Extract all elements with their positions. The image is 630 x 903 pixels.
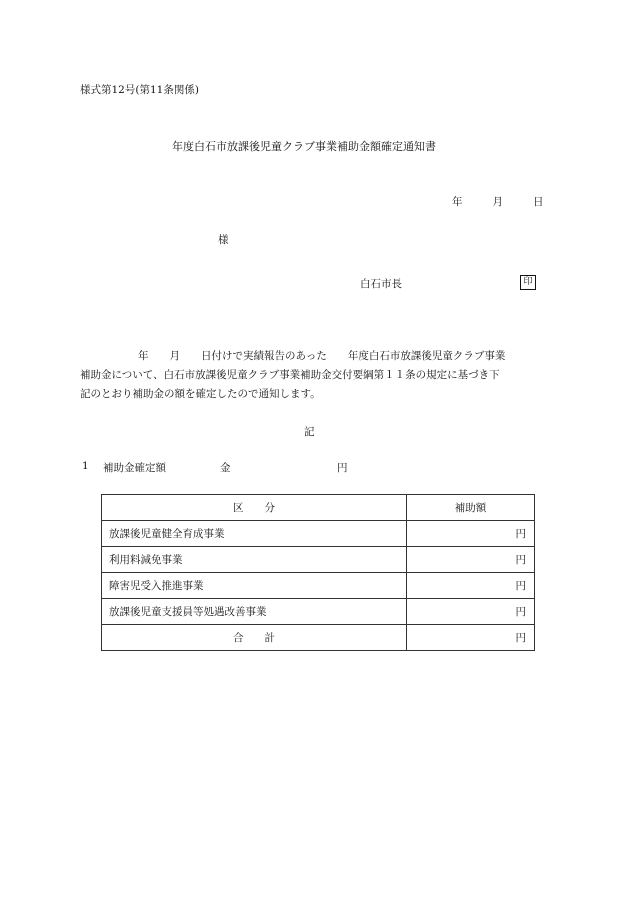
date-year: 年 <box>452 196 463 208</box>
table-total-row <box>102 625 535 651</box>
header-category: 区 分 <box>102 495 407 521</box>
table-row <box>102 521 535 547</box>
body-line-3: 記のとおり補助金の額を確定したので通知します。 <box>80 388 321 400</box>
body-line-2: 補助金について、白石市放課後児童クラブ事業補助金交付要綱第１１条の規定に基づき下 <box>80 369 500 381</box>
table-header-row <box>102 495 535 521</box>
row-category: 利用料減免事業 <box>102 547 407 573</box>
date-line <box>452 194 544 209</box>
row-amount-unit: 円 <box>407 573 535 599</box>
date-month: 月 <box>492 196 503 208</box>
row-amount-unit: 円 <box>407 599 535 625</box>
item-1-number: 1 <box>82 460 89 472</box>
subsidy-table <box>101 494 535 651</box>
table-row <box>102 599 535 625</box>
item-1-unit: 円 <box>337 462 348 474</box>
header-amount: 補助額 <box>407 495 535 521</box>
row-category: 放課後児童健全育成事業 <box>102 521 407 547</box>
body-line-1: 年 月 日付けで実績報告のあった 年度白石市放課後児童クラブ事業 <box>138 350 506 362</box>
issuer-name: 白石市長 <box>360 278 402 290</box>
item-1-prefix: 金 <box>220 462 231 474</box>
row-amount-unit: 円 <box>407 547 535 573</box>
total-amount-unit: 円 <box>407 625 535 651</box>
record-heading: 記 <box>304 426 315 438</box>
table-row <box>102 547 535 573</box>
table-row <box>102 573 535 599</box>
row-category: 放課後児童支援員等処遇改善事業 <box>102 599 407 625</box>
item-1-label: 補助金確定額 <box>103 462 166 474</box>
addressee-suffix: 様 <box>218 234 229 246</box>
document-title: 年度白石市放課後児童クラブ事業補助金額確定通知書 <box>172 140 436 153</box>
seal-mark: 印 <box>520 275 536 290</box>
row-category: 障害児受入推進事業 <box>102 573 407 599</box>
body-text <box>80 347 550 404</box>
date-day: 日 <box>533 196 544 208</box>
form-number: 様式第12号(第11条関係) <box>80 84 199 96</box>
row-amount-unit: 円 <box>407 521 535 547</box>
total-label: 合 計 <box>102 625 407 651</box>
